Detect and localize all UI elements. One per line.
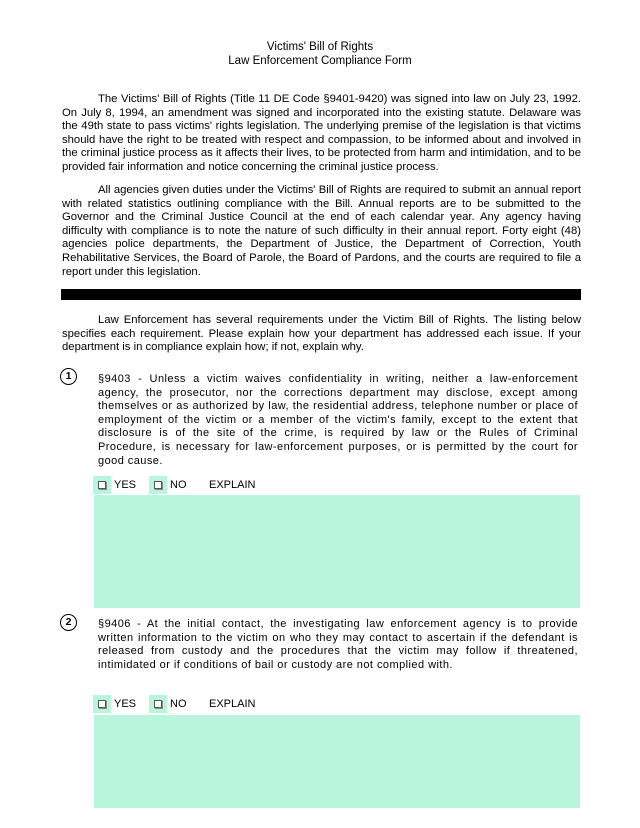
answer-row-2: [93, 695, 293, 713]
explain-field-2[interactable]: [94, 715, 580, 808]
form-title: Victims' Bill of Rights: [266, 41, 374, 53]
checkbox-icon: [98, 700, 106, 708]
no-checkbox-1[interactable]: [149, 476, 167, 494]
yes-checkbox-2[interactable]: [93, 695, 111, 713]
intro-paragraph-2: [62, 184, 581, 279]
requirement-text-2: §9406 - At the initial contact, the investigating law enforcement agency is to provide written information to the victim on who they may contact to ascertain if the defendant is released from custody and the procedures that the victim may follow if threatened, intimidated or if conditions of bail or custody are not complied with.: [98, 618, 578, 671]
checkbox-icon: [154, 481, 162, 489]
no-label-2: NO: [170, 698, 187, 710]
no-label-1: NO: [170, 479, 187, 491]
intro-paragraph-2-text: All agencies given duties under the Victims' Bill of Rights are required to submit an annual report with related statistics outlining compliance with the Bill. Annual reports are to be submitted to the Governor and the Criminal Justice Council at the end of each calendar year. Any agency having difficulty with compliance is to note the nature of such difficulty in their annual report. Forty eight (48) agencies police departments, the Department of Justice, the Department of Correction, Youth Rehabilitative Services, the Board of Parole, the Board of Pardons, and the courts are required to file a report under this legislation.: [62, 184, 581, 278]
requirement-number-1: 1: [60, 368, 77, 385]
intro-paragraph-3-text: Law Enforcement has several requirements under the Victim Bill of Rights. The listing below specifies each requirement. Please explain how your department has addressed each issue. If your department is in compliance explain how; if not, explain why.: [62, 314, 581, 354]
section-divider: [61, 289, 581, 300]
checkbox-icon: [154, 700, 162, 708]
answer-row-1: [93, 476, 293, 494]
requirement-number-2: 2: [60, 614, 77, 631]
yes-label-1: YES: [114, 479, 137, 491]
explain-label-1: EXPLAIN: [209, 479, 256, 491]
explain-field-1[interactable]: [94, 495, 580, 608]
intro-paragraph-1-text: The Victims' Bill of Rights (Title 11 DE Code §9401-9420) was signed into law on July 23, 1992. On July 8, 1994, an amendment was signed and incorporated into the existing statute. Delaware was the 49th state to pass victims' rights legislation. The underlying premise of the legislation is that victims should have the right to be treated with respect and compassion, to be informed about and involved in the criminal justice process as it affects their lives, to be protected from harm and intimidation, and to be provided fair information and notice concerning the criminal justice process.: [62, 93, 581, 173]
yes-label-2: YES: [114, 698, 137, 710]
explain-label-2: EXPLAIN: [209, 698, 256, 710]
intro-paragraph-1: [62, 93, 581, 175]
intro-paragraph-3: [62, 314, 581, 355]
no-checkbox-2[interactable]: [149, 695, 167, 713]
checkbox-icon: [98, 481, 106, 489]
yes-checkbox-1[interactable]: [93, 476, 111, 494]
requirement-text-1: §9403 - Unless a victim waives confidentiality in writing, neither a law-enforcement agency, the prosecutor, nor the corrections department may disclose, except among themselves or as authorized by law, the residential address, telephone number or place of employment of the victim or a member of the victim's family, except to the extent that disclosure is of the site of the crime, is required by law or the Rules of Criminal Procedure, is necessary for law-enforcement purposes, or is permitted by the court for good cause.: [98, 373, 578, 467]
form-subtitle: Law Enforcement Compliance Form: [228, 55, 412, 67]
